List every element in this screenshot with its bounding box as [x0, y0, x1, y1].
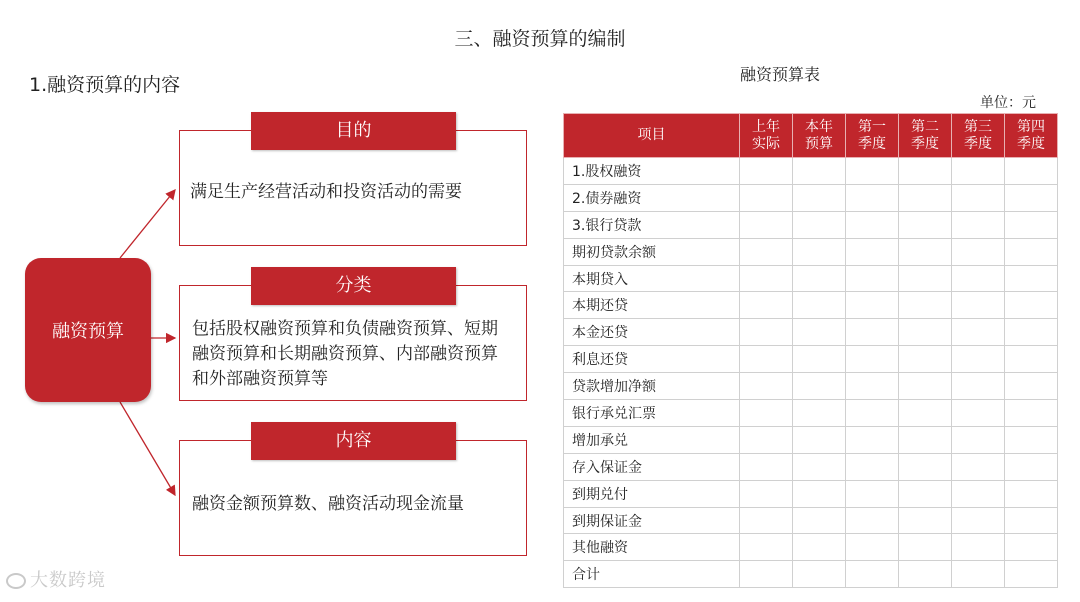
- table-cell: [899, 292, 952, 319]
- table-cell: [740, 426, 793, 453]
- table-cell: [793, 534, 846, 561]
- row-label: 本期贷入: [564, 265, 740, 292]
- table-cell: [1005, 292, 1058, 319]
- table-cell: [740, 400, 793, 427]
- table-row: [564, 319, 1058, 346]
- table-cell: [740, 346, 793, 373]
- table-cell: [952, 426, 1005, 453]
- table-cell: [846, 319, 899, 346]
- table-row: [564, 211, 1058, 238]
- section-title: 1.融资预算的内容: [29, 74, 181, 96]
- table-row: [564, 158, 1058, 185]
- table-cell: [899, 158, 952, 185]
- table-cell: [899, 534, 952, 561]
- table-cell: [952, 561, 1005, 588]
- table-cell: [846, 507, 899, 534]
- table-cell: [952, 534, 1005, 561]
- table-cell: [793, 426, 846, 453]
- row-label: 本金还贷: [564, 319, 740, 346]
- table-cell: [846, 561, 899, 588]
- row-label: 合计: [564, 561, 740, 588]
- table-cell: [952, 158, 1005, 185]
- table-cell: [952, 507, 1005, 534]
- table-cell: [846, 184, 899, 211]
- budget-table: [563, 113, 1058, 588]
- table-row: [564, 184, 1058, 211]
- hub-box: [25, 258, 151, 402]
- table-cell: [899, 238, 952, 265]
- table-cell: [793, 480, 846, 507]
- purpose-tag: 目的: [251, 112, 456, 150]
- table-cell: [793, 265, 846, 292]
- row-label: 贷款增加净额: [564, 373, 740, 400]
- table-cell: [793, 346, 846, 373]
- table-cell: [1005, 184, 1058, 211]
- table-cell: [1005, 319, 1058, 346]
- page-title: 三、融资预算的编制: [454, 28, 626, 50]
- table-cell: [1005, 373, 1058, 400]
- table-cell: [1005, 211, 1058, 238]
- table-cell: [793, 158, 846, 185]
- table-cell: [846, 346, 899, 373]
- table-cell: [740, 184, 793, 211]
- table-row: [564, 400, 1058, 427]
- table-cell: [1005, 238, 1058, 265]
- table-cell: [740, 480, 793, 507]
- table-cell: [740, 265, 793, 292]
- watermark-text: 大数跨境: [30, 570, 106, 591]
- row-label: 到期保证金: [564, 507, 740, 534]
- table-cell: [952, 480, 1005, 507]
- category-text: 包括股权融资预算和负债融资预算、短期融资预算和长期融资预算、内部融资预算和外部融资预算等: [192, 319, 498, 389]
- weibo-logo-icon: [6, 573, 26, 589]
- table-cell: [1005, 426, 1058, 453]
- table-cell: [846, 238, 899, 265]
- table-cell: [1005, 480, 1058, 507]
- header-current-year-budget: 本年 预算: [793, 114, 846, 158]
- table-cell: [740, 534, 793, 561]
- row-label: 2.债券融资: [564, 184, 740, 211]
- table-cell: [793, 319, 846, 346]
- row-label: 3.银行贷款: [564, 211, 740, 238]
- table-cell: [846, 534, 899, 561]
- header-q4: 第四 季度: [1005, 114, 1058, 158]
- table-cell: [793, 400, 846, 427]
- table-header-row: [564, 114, 1058, 158]
- row-label: 1.股权融资: [564, 158, 740, 185]
- table-cell: [1005, 534, 1058, 561]
- table-cell: [899, 211, 952, 238]
- table-row: [564, 426, 1058, 453]
- table-cell: [899, 561, 952, 588]
- table-cell: [899, 265, 952, 292]
- table-cell: [899, 346, 952, 373]
- table-row: [564, 238, 1058, 265]
- table-row: [564, 480, 1058, 507]
- table-cell: [952, 453, 1005, 480]
- table-row: [564, 453, 1058, 480]
- table-cell: [793, 561, 846, 588]
- table-cell: [793, 184, 846, 211]
- table-cell: [899, 480, 952, 507]
- table-row: [564, 561, 1058, 588]
- header-item: 项目: [564, 114, 740, 158]
- table-cell: [899, 184, 952, 211]
- connector-to-purpose: [120, 190, 175, 258]
- table-cell: [846, 480, 899, 507]
- table-cell: [846, 426, 899, 453]
- row-label: 增加承兑: [564, 426, 740, 453]
- table-cell: [740, 292, 793, 319]
- table-cell: [740, 319, 793, 346]
- row-label: 利息还贷: [564, 346, 740, 373]
- table-cell: [952, 292, 1005, 319]
- table-cell: [793, 211, 846, 238]
- header-q2: 第二 季度: [899, 114, 952, 158]
- table-cell: [1005, 453, 1058, 480]
- table-cell: [952, 211, 1005, 238]
- table-cell: [793, 507, 846, 534]
- table-cell: [952, 373, 1005, 400]
- connector-to-content: [120, 402, 175, 495]
- table-cell: [740, 373, 793, 400]
- content-text: 融资金额预算数、融资活动现金流量: [192, 494, 464, 514]
- table-cell: [740, 453, 793, 480]
- header-q1: 第一 季度: [846, 114, 899, 158]
- table-cell: [793, 238, 846, 265]
- table-cell: [740, 158, 793, 185]
- table-cell: [740, 561, 793, 588]
- table-row: [564, 373, 1058, 400]
- purpose-text: 满足生产经营活动和投资活动的需要: [190, 182, 462, 202]
- table-cell: [899, 319, 952, 346]
- category-tag: 分类: [251, 267, 456, 305]
- table-cell: [846, 265, 899, 292]
- table-cell: [899, 373, 952, 400]
- row-label: 存入保证金: [564, 453, 740, 480]
- row-label: 到期兑付: [564, 480, 740, 507]
- row-label: 其他融资: [564, 534, 740, 561]
- row-label: 期初贷款余额: [564, 238, 740, 265]
- watermark: [6, 566, 106, 592]
- table-cell: [846, 292, 899, 319]
- table-cell: [899, 507, 952, 534]
- table-cell: [1005, 507, 1058, 534]
- table-cell: [846, 158, 899, 185]
- content-tag: 内容: [251, 422, 456, 460]
- table-cell: [846, 211, 899, 238]
- table-cell: [1005, 561, 1058, 588]
- table-cell: [1005, 265, 1058, 292]
- table-row: [564, 346, 1058, 373]
- table-cell: [952, 238, 1005, 265]
- table-cell: [740, 507, 793, 534]
- header-q3: 第三 季度: [952, 114, 1005, 158]
- table-cell: [899, 453, 952, 480]
- table-cell: [952, 400, 1005, 427]
- table-cell: [846, 453, 899, 480]
- table-row: [564, 292, 1058, 319]
- row-label: 本期还贷: [564, 292, 740, 319]
- table-row: [564, 507, 1058, 534]
- table-cell: [793, 453, 846, 480]
- table-row: [564, 534, 1058, 561]
- hub-label: 融资预算: [52, 321, 124, 342]
- table-cell: [952, 265, 1005, 292]
- table-cell: [793, 292, 846, 319]
- table-cell: [899, 400, 952, 427]
- table-cell: [740, 238, 793, 265]
- table-cell: [952, 346, 1005, 373]
- table-unit: 单位：元: [980, 95, 1036, 111]
- table-cell: [1005, 158, 1058, 185]
- table-row: [564, 265, 1058, 292]
- table-cell: [899, 426, 952, 453]
- table-cell: [952, 319, 1005, 346]
- table-cell: [846, 373, 899, 400]
- table-title: 融资预算表: [740, 65, 821, 84]
- table-cell: [1005, 346, 1058, 373]
- table-cell: [793, 373, 846, 400]
- table-cell: [740, 211, 793, 238]
- header-prior-year-actual: 上年 实际: [740, 114, 793, 158]
- table-cell: [952, 184, 1005, 211]
- table-cell: [846, 400, 899, 427]
- table-cell: [1005, 400, 1058, 427]
- row-label: 银行承兑汇票: [564, 400, 740, 427]
